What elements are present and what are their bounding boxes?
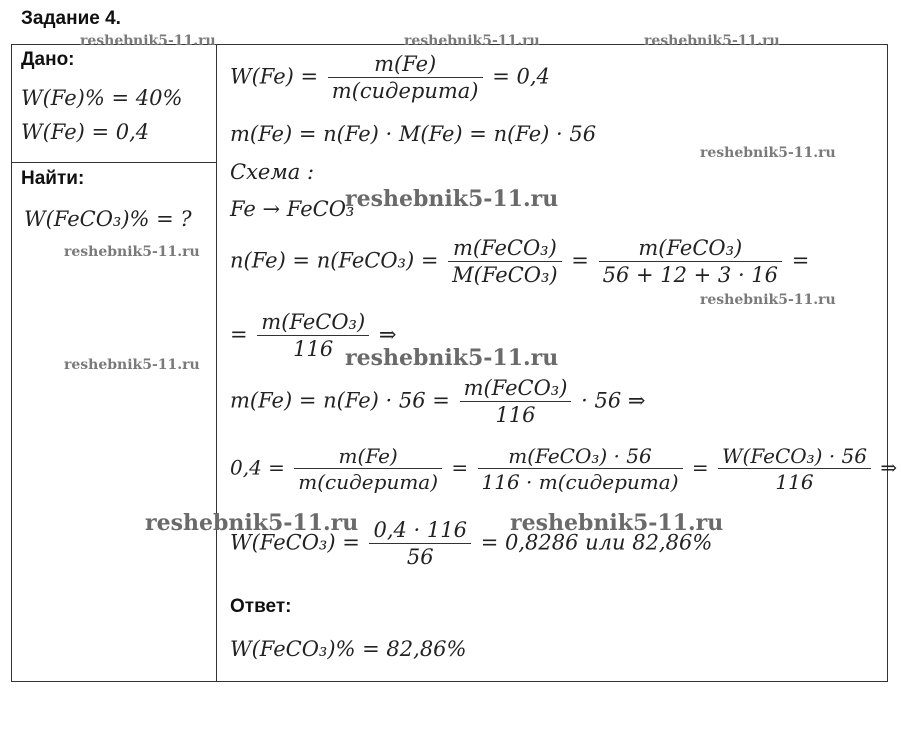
find-line-1: W(FeCO₃)% = ? (24, 207, 192, 231)
given-line-2: W(Fe) = 0,4 (21, 120, 150, 144)
equation-4: = $\frac{\text{m(FeCO₃)}}{116}$ ⇒ (230, 310, 397, 361)
equation-6: 0,4 = $\frac{m(Fe)}{\text{m(сидерита)}}$ = $\frac{\text{m(FeCO₃) · 56}}{\text{116 · m(сидерита)}}$ = $\frac{\text{W(FeCO₃) · 56}}{116}$ ⇒ (230, 444, 898, 494)
equation-3: n(Fe) = n(FeCO₃) = $\frac{\text{m(FeCO₃)}}{\text{M(FeCO₃)}}$ = $\frac{\text{m(FeCO₃)}}{56 + 12 + 3 \cdot 16}$ = (230, 236, 810, 287)
answer-label: Ответ: (230, 596, 292, 617)
watermark: reshebnik5-11.ru (80, 33, 216, 49)
watermark: reshebnik5-11.ru (64, 244, 200, 260)
watermark: reshebnik5-11.ru (404, 33, 540, 49)
equation-2: m(Fe) = n(Fe) · M(Fe) = n(Fe) · 56 (230, 122, 597, 146)
watermark: reshebnik5-11.ru (345, 345, 559, 371)
scheme-label: Схема : (230, 160, 315, 184)
watermark: reshebnik5-11.ru (145, 510, 359, 536)
column-divider (216, 44, 217, 682)
watermark: reshebnik5-11.ru (345, 186, 559, 212)
find-label: Найти: (21, 168, 85, 189)
equation-5: m(Fe) = n(Fe) · 56 = $\frac{\text{m(FeCO₃)}}{116}$ · 56 ⇒ (230, 376, 646, 427)
answer-line: W(FeCO₃)% = 82,86% (230, 637, 467, 661)
watermark: reshebnik5-11.ru (700, 292, 836, 308)
equation-1: W(Fe) = $\frac{m(Fe)}{\text{m(сидерита)}}$ = 0,4 (230, 52, 550, 103)
given-label: Дано: (21, 49, 75, 70)
watermark: reshebnik5-11.ru (644, 33, 780, 49)
watermark: reshebnik5-11.ru (510, 510, 724, 536)
task-title: Задание 4. (21, 8, 121, 29)
given-line-1: W(Fe)% = 40% (21, 86, 183, 110)
watermark: reshebnik5-11.ru (700, 145, 836, 161)
given-find-divider (11, 162, 217, 163)
scheme: Fe → FeCO₃ (230, 197, 355, 221)
watermark: reshebnik5-11.ru (64, 357, 200, 373)
equation-7: W(FeCO₃) = $\frac{0,4 \cdot 116}{56}$ = 0,8286 или 82,86% (230, 518, 713, 569)
